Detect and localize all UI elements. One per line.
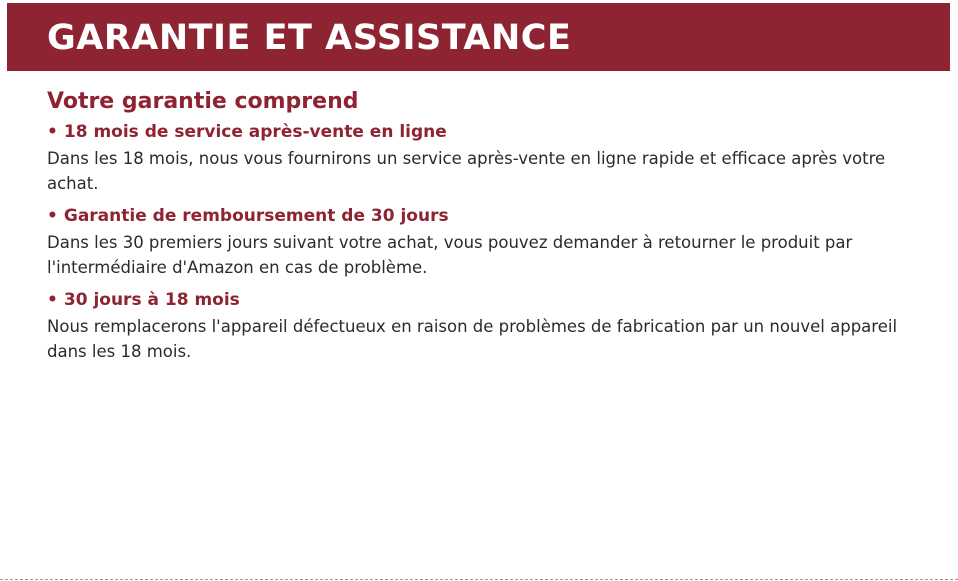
bullet-icon: • [47, 290, 58, 310]
item-heading-text: 18 mois de service après-vente en ligne [63, 122, 447, 142]
warranty-item-replacement [47, 288, 937, 364]
item-body: Nous remplacerons l'appareil défectueux en raison de problèmes de fabrication par un nouvel appareil dans les 18 mois. [47, 317, 898, 361]
item-heading-text: 30 jours à 18 mois [63, 290, 240, 310]
bullet-icon: • [47, 206, 58, 226]
item-heading [47, 204, 937, 228]
header-banner [7, 3, 950, 71]
bullet-icon: • [47, 122, 58, 142]
item-body: Dans les 18 mois, nous vous fournirons un service après-vente en ligne rapide et efficace après votre achat. [47, 149, 886, 193]
bottom-divider [0, 579, 958, 580]
warranty-content [47, 87, 937, 372]
item-body: Dans les 30 premiers jours suivant votre achat, vous pouvez demander à retourner le produit par l'intermédiaire d'Amazon en cas de problème. [47, 233, 853, 277]
warranty-item-refund [47, 204, 937, 280]
item-heading [47, 120, 937, 144]
warranty-item-online-service [47, 120, 937, 196]
item-heading [47, 288, 937, 312]
item-heading-text: Garantie de remboursement de 30 jours [63, 206, 449, 226]
page-title: GARANTIE ET ASSISTANCE [47, 17, 572, 58]
section-title: Votre garantie comprend [47, 89, 359, 114]
